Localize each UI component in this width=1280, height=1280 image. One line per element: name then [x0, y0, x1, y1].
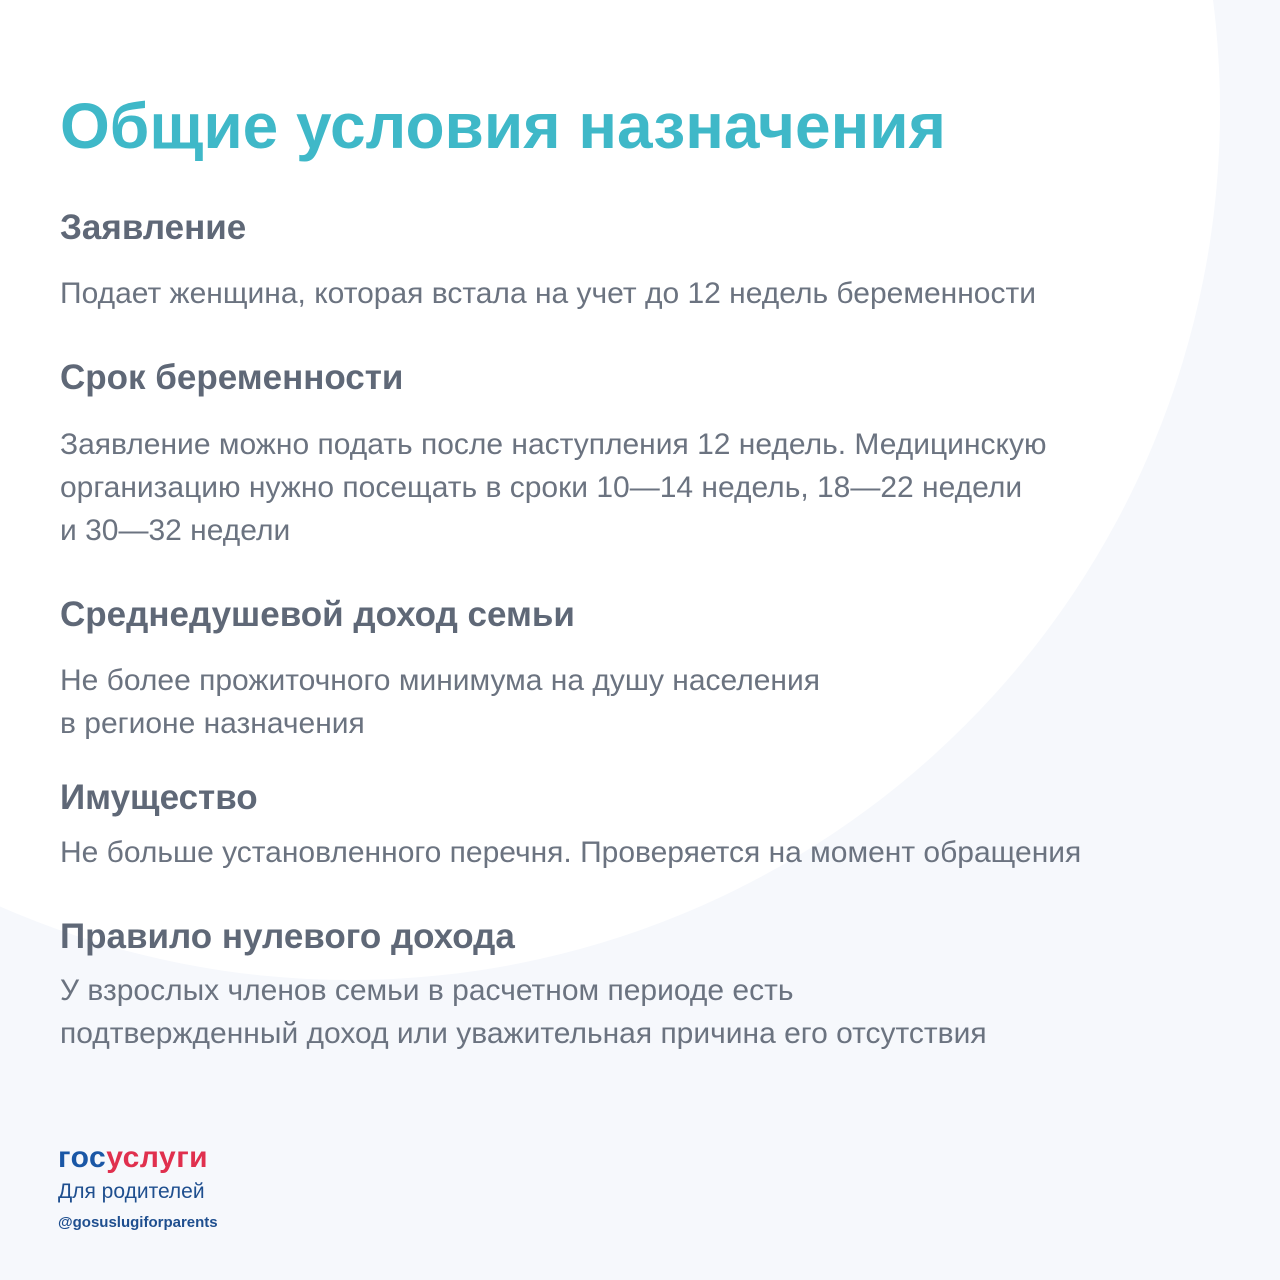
logo-wordmark — [58, 1140, 218, 1176]
social-handle: @gosuslugiforparents — [58, 1214, 218, 1231]
page-title: Общие условия назначения — [60, 90, 946, 162]
section-heading-property: Имущество — [60, 778, 258, 817]
section-text-application: Подает женщина, которая встала на учет до 12 недель беременности — [60, 277, 1036, 310]
section-text-family-income: Не более прожиточного минимума на душу населения в регионе назначения — [60, 664, 820, 740]
section-heading-application: Заявление — [60, 208, 247, 247]
section-text-property: Не больше установленного перечня. Проверяется на момент обращения — [60, 836, 1082, 869]
section-heading-zero-income-rule: Правило нулевого дохода — [60, 917, 515, 956]
gosuslugi-logo — [58, 1140, 218, 1234]
logo-wordmark-gos: гос — [58, 1141, 107, 1174]
section-heading-family-income: Среднедушевой доход семьи — [60, 595, 575, 634]
section-text-zero-income-rule: У взрослых членов семьи в расчетном периоде есть подтвержденный доход или уважительная причина его отсутствия — [60, 974, 987, 1050]
section-heading-pregnancy-term: Срок беременности — [60, 358, 404, 397]
section-text-pregnancy-term: Заявление можно подать после наступления 12 недель. Медицинскую организацию нужно посещать в сроки 10—14 недель, 18—22 недели и 30—32 недели — [60, 428, 1047, 547]
logo-subtitle: Для родителей — [58, 1180, 205, 1203]
logo-wordmark-uslugi: услуги — [106, 1141, 209, 1174]
